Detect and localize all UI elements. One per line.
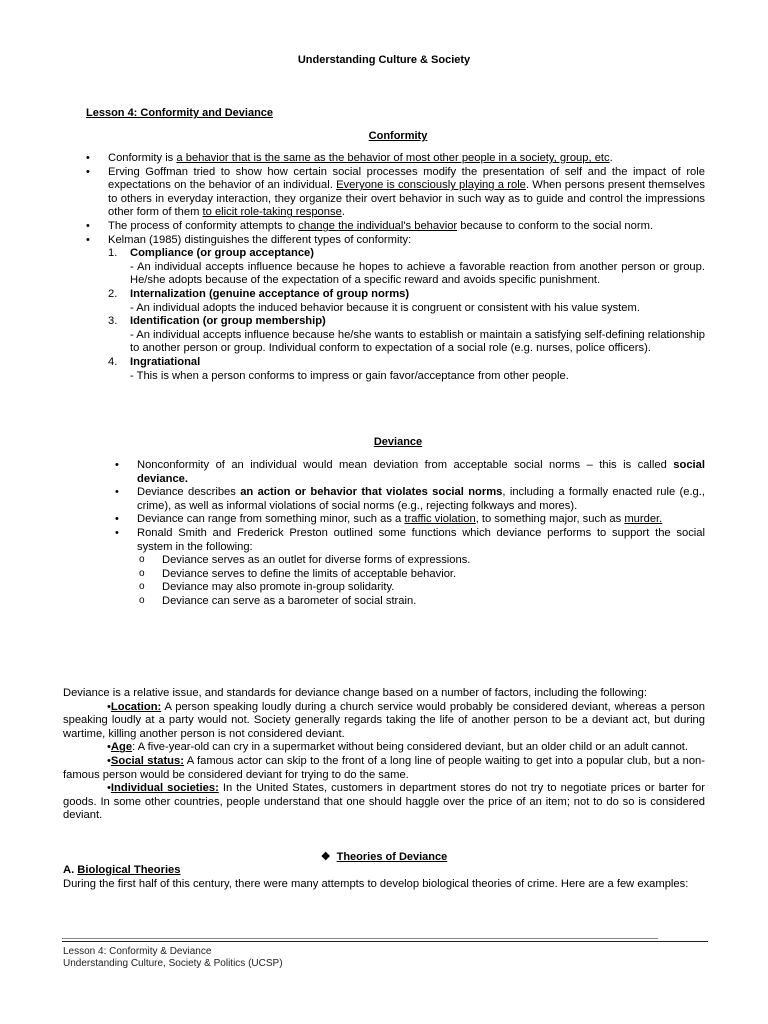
conformity-type-item: 1. Compliance (or group acceptance) - An individual accepts influence because he hopes to achieve a favorable reaction from another person or group. He/she adopts because of the expectation of a specific reward and avoids specific punishment.	[108, 247, 705, 287]
relative-factor-item	[63, 741, 705, 755]
theories-heading: ❖ Theories of Deviance	[320, 851, 448, 863]
factor-text: : A five-year-old can cry in a supermarket without being considered deviant, but an older child or an adult cannot.	[132, 741, 689, 754]
deviance-bullet-functions: • Ronald Smith and Frederick Preston outlined some functions which deviance performs to support the social system in the following: o Deviance serves as an outlet for diverse forms of expressions. o Deviance serves to define the limits of acceptable behavior. o Deviance may also promote in-group solidarity. o Deviance can serve as a barometer of social strain.	[115, 527, 705, 609]
deviance-heading: Deviance	[373, 436, 423, 448]
conformity-bullet-goffman: • Erving Goffman tried to show how certain social processes modify the presentation of self and the impact of role expectations on the behavior of an individual. Everyone is consciously playing a role. When persons present themselves to others in everyday interaction, they organize their overt behavior in such way as to guide and control the impressions other form of them to elicit role-taking response.	[86, 166, 705, 220]
factor-bullet-icon: •	[107, 782, 111, 795]
factor-text: In the United States, customers in department stores do not try to negotiate prices or barter for goods. In some other countries, people understand that one should haggle over the price of an item; not to do so is considered deviant.	[63, 782, 705, 822]
conformity-type-item: 3. Identification (or group membership) - An individual accepts influence because he/she wants to establish or maintain a satisfying self-defining relationship to another person or group. Individual conform to expectation of a social role (e.g. nurses, police officers).	[108, 315, 705, 355]
deviance-bullet-range: • Deviance can range from something minor, such as a traffic violation, to something major, such as murder.	[115, 513, 705, 527]
deviance-bullet-describes: • Deviance describes an action or behavior that violates social norms, including a formally enacted rule (e.g., crime), as well as informal violations of social norms (e.g., rejecting folkways and mores).	[115, 486, 705, 513]
relative-factor-item	[63, 755, 705, 782]
deviance-functions-list	[137, 554, 705, 608]
factor-label: Location:	[110, 700, 162, 713]
conformity-type-item: 4. Ingratiational - This is when a person conforms to impress or gain favor/acceptance from other people.	[108, 355, 569, 382]
deviance-function-item: o Deviance serves as an outlet for diverse forms of expressions.	[137, 554, 705, 568]
document-title: Understanding Culture & Society	[297, 54, 471, 66]
factor-bullet-icon: •	[107, 741, 111, 754]
biological-section	[63, 864, 705, 891]
factor-label: Social status:	[110, 754, 184, 767]
factor-label: Individual societies:	[110, 782, 219, 795]
factor-text: A famous actor can skip to the front of a long line of people waiting to get into a popular club, but a non-famous person would be considered deviant for trying to do the same.	[63, 754, 705, 781]
footer-lesson: Lesson 4: Conformity & Deviance	[63, 946, 212, 957]
relative-factors	[63, 701, 705, 823]
footer-divider	[62, 941, 708, 942]
conformity-heading: Conformity	[368, 130, 428, 142]
deviance-function-item: o Deviance can serve as a barometer of social strain.	[137, 595, 705, 609]
factor-label: Age	[110, 741, 133, 754]
factor-text: A person speaking loudly during a church service would probably be considered deviant, whereas a person speaking loudly at a party would not. Society generally regards taking the life of another person to be a deviant act, but during wartime, killing another person is not considered deviant.	[63, 700, 705, 740]
conformity-bullet-process: • The process of conformity attempts to change the individual's behavior because to conform to the social norm.	[86, 220, 705, 234]
relative-intro: Deviance is a relative issue, and standards for deviance change based on a number of factors, including the following:	[63, 687, 647, 699]
factor-bullet-icon: •	[107, 700, 111, 713]
conformity-bullet-kelman: • Kelman (1985) distinguishes the different types of conformity: 1. Compliance (or group acceptance) - An individual accepts influence because he hopes to achieve a favorable reaction from another person or group. He/she adopts because of the expectation of a specific reward and avoids specific punishment. 2. Internalization (genuine acceptance of group norms) - An individual adopts the induced behavior because it is congruent or consistent with his value system. 3. Identification (or group membership) - An individual accepts influence because he/she wants to establish or maintain a satisfying self-defining relationship to another person or group. Individual conform to expectation of a social role (e.g. nurses, police officers). 4. Ingratiational - This is when a person conforms to impress or gain favor/acceptance from other people.	[86, 234, 705, 384]
deviance-function-item: o Deviance serves to define the limits of acceptable behavior.	[137, 568, 705, 582]
footer-divider-light	[62, 938, 658, 939]
footer-course: Understanding Culture, Society & Politics (UCSP)	[63, 958, 283, 969]
relative-factor-item	[63, 782, 705, 823]
conformity-type-item: 2. Internalization (genuine acceptance of group norms) - An individual adopts the induced behavior because it is congruent or consistent with his value system.	[108, 287, 640, 314]
relative-section	[63, 687, 705, 823]
biological-text: During the first half of this century, there were many attempts to develop biological theories of crime. Here are a few examples:	[63, 877, 689, 890]
factor-bullet-icon: •	[107, 754, 111, 767]
biological-title: A. Biological Theories	[63, 864, 181, 876]
lesson-title: Lesson 4: Conformity and Deviance	[86, 107, 274, 119]
deviance-function-item: o Deviance may also promote in-group solidarity.	[137, 581, 705, 595]
conformity-bullet-definition: • Conformity is a behavior that is the same as the behavior of most other people in a society, group, etc.	[86, 152, 705, 166]
diamond-bullet-icon: ❖	[320, 851, 331, 863]
conformity-section	[86, 152, 705, 383]
page-footer	[63, 946, 283, 970]
relative-factor-item	[63, 701, 705, 742]
conformity-types-list	[108, 247, 705, 383]
deviance-bullet-nonconformity: • Nonconformity of an individual would mean deviation from acceptable social norms – this is called social deviance.	[115, 459, 705, 486]
deviance-section	[115, 459, 705, 609]
